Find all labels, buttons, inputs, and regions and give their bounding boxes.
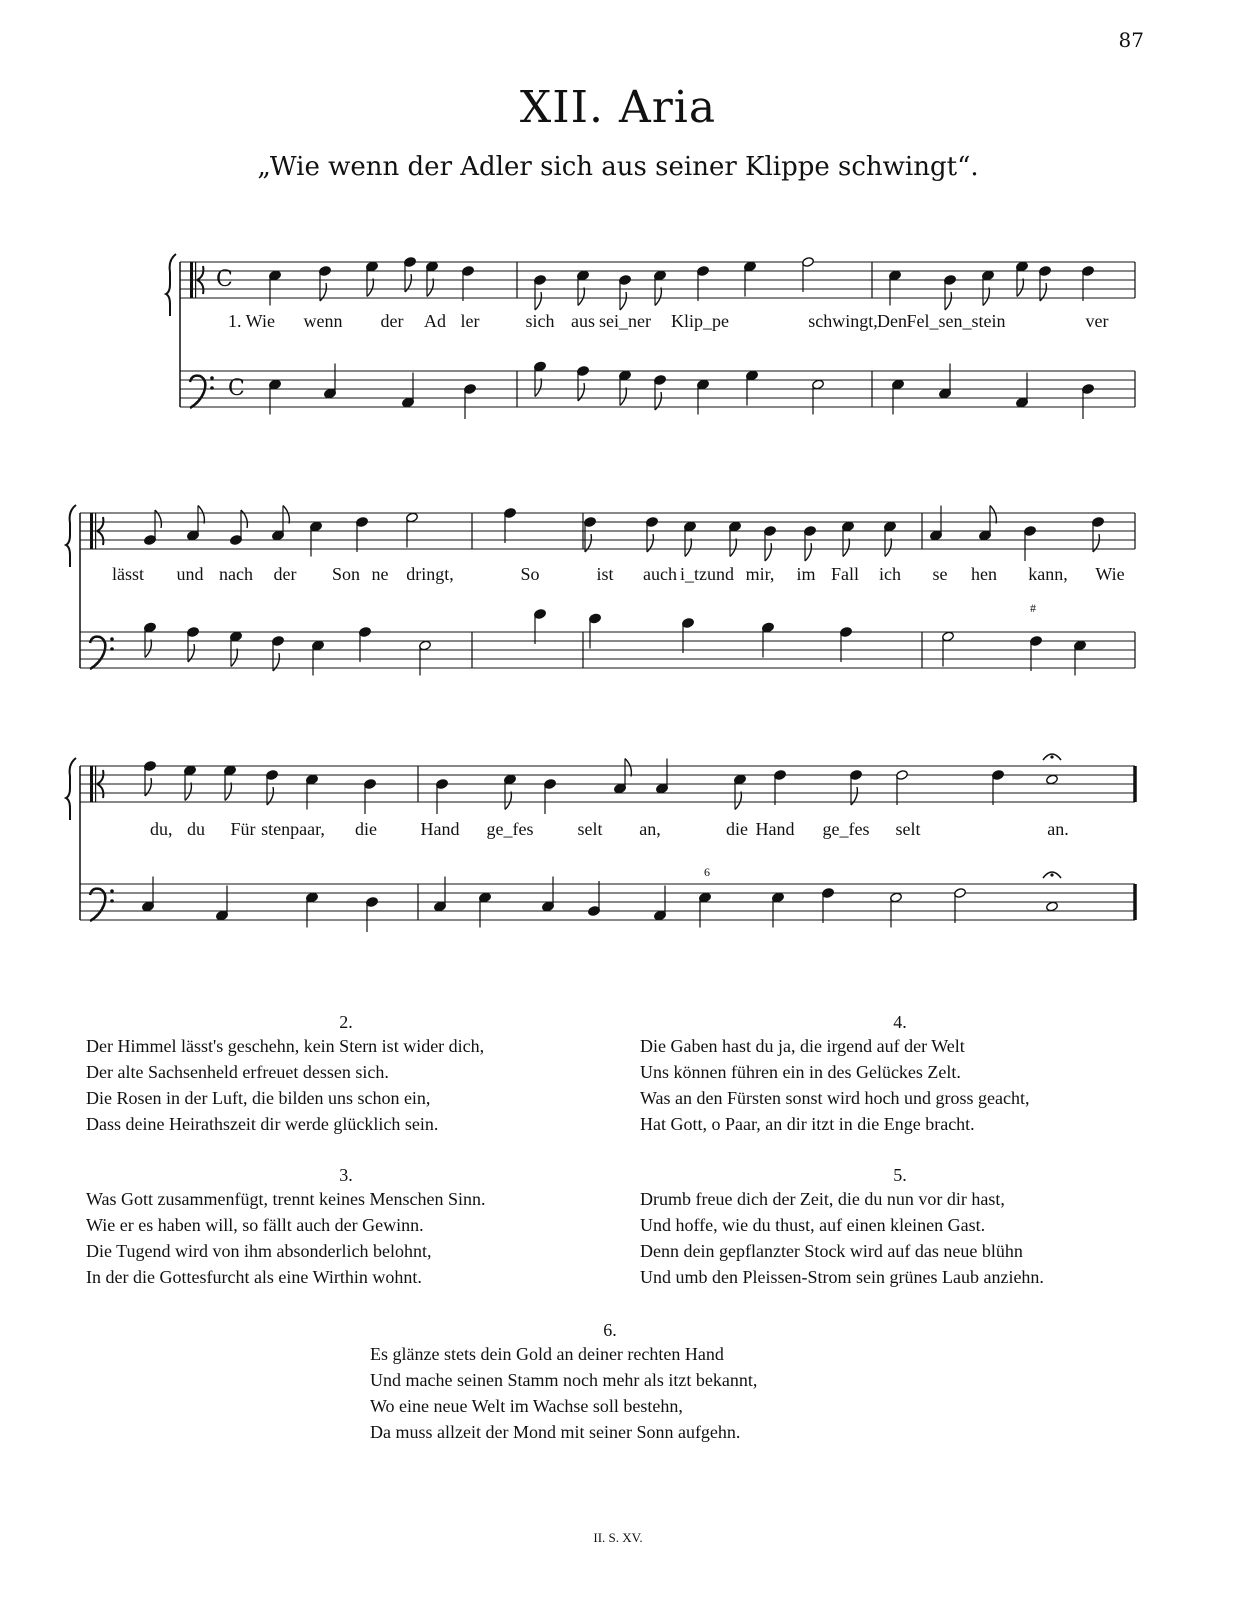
lyric-syllable: ich — [879, 564, 901, 584]
verse-number: 2. — [339, 1012, 353, 1032]
fermata-dot — [1050, 755, 1053, 758]
aria-subtitle: „Wie wenn der Adler sich aus seiner Klippe schwingt“. — [257, 152, 979, 182]
lyric-syllable: Hand — [420, 819, 460, 839]
page-footer-signature: II. S. XV. — [593, 1530, 643, 1545]
lyric-syllable: an, — [639, 819, 661, 839]
lyric-syllable: selt — [895, 819, 921, 839]
verse-line: Und umb den Pleissen-Strom sein grünes Laub anziehn. — [640, 1267, 1044, 1287]
lyric-syllable: Wie — [1095, 564, 1125, 584]
lyric-syllable: 1. Wie — [228, 311, 275, 331]
bass-note — [1046, 901, 1059, 912]
lyric-syllable: Den — [877, 311, 907, 331]
f-clef-dot — [110, 647, 114, 651]
lyric-syllable: se — [932, 564, 948, 584]
lyric-syllable: der — [273, 564, 297, 584]
system-brace — [166, 254, 176, 316]
c-clef — [95, 766, 96, 802]
note-flag — [620, 388, 626, 406]
note-flag — [185, 783, 191, 801]
c-clef — [95, 513, 96, 549]
lyric-syllable: Fel_sen_stein — [906, 311, 1006, 331]
time-signature: C — [216, 267, 233, 292]
note-flag — [1017, 279, 1023, 297]
verse-line: In der die Gottesfurcht als eine Wirthin wohnt. — [86, 1267, 422, 1287]
note-flag — [685, 539, 691, 557]
lyric-syllable: ge_fes — [822, 819, 870, 839]
lyric-syllable: Klip_pe — [671, 311, 729, 331]
page-number: 87 — [1118, 28, 1144, 52]
lyric-syllable: die — [726, 819, 748, 839]
lyric-syllable: ver — [1085, 311, 1109, 331]
lyric-syllable: Ad — [424, 311, 446, 331]
lyric-syllable: selt — [577, 819, 603, 839]
lyric-syllable: du — [187, 819, 205, 839]
verse-line: Der alte Sachsenheld erfreuet dessen sich. — [86, 1062, 389, 1082]
note-flag — [625, 759, 631, 777]
verse-line: Die Gaben hast du ja, die irgend auf der Welt — [640, 1036, 965, 1056]
note-flag — [945, 292, 951, 310]
figured-bass-sharp: # — [1030, 601, 1036, 615]
c-clef — [195, 262, 196, 298]
lyric-syllable: nach — [219, 564, 253, 584]
verse-number: 4. — [893, 1012, 907, 1032]
lyric-syllable: die — [355, 819, 377, 839]
note-flag — [283, 506, 289, 524]
lyric-syllable: der — [380, 311, 404, 331]
lyric-syllable: Son — [331, 564, 361, 584]
verse-line: Der Himmel lässt's geschehn, kein Stern ist wider dich, — [86, 1036, 485, 1056]
verse-6 — [370, 1320, 870, 1445]
verse-line: Die Tugend wird von ihm absonderlich belohnt, — [86, 1241, 432, 1261]
f-clef-dot — [210, 386, 214, 390]
f-clef-dot — [110, 889, 114, 893]
aria-title: XII. Aria — [519, 82, 717, 133]
lyric-syllable: i_tzund — [680, 564, 734, 584]
figured-bass-six: 6 — [704, 865, 710, 879]
verse-line: Und mache seinen Stamm noch mehr als itzt bekannt, — [370, 1370, 758, 1390]
note-flag — [225, 783, 231, 801]
lyric-syllable: aus — [571, 311, 595, 331]
note-flag — [198, 506, 204, 524]
melody-note — [1046, 774, 1059, 785]
note-flag — [231, 649, 237, 667]
verse-number: 3. — [339, 1165, 353, 1185]
lyric-syllable: an. — [1047, 819, 1069, 839]
note-flag — [765, 543, 771, 561]
verse-2 — [86, 1012, 606, 1137]
lyric-syllable: mir, — [745, 564, 775, 584]
time-signature: C — [228, 376, 245, 401]
lyric-syllable: du, — [150, 819, 173, 839]
lyric-syllable: ne — [371, 564, 389, 584]
lyric-syllable: dringt, — [406, 564, 454, 584]
note-flag — [535, 379, 541, 397]
verse-line: Und hoffe, wie du thust, auf einen kleinen Gast. — [640, 1215, 986, 1235]
note-flag — [535, 292, 541, 310]
verse-number: 6. — [603, 1320, 617, 1340]
lyric-syllable: So — [520, 564, 540, 584]
verse-3 — [86, 1165, 606, 1290]
c-clef — [90, 513, 93, 549]
note-flag — [578, 288, 584, 306]
note-flag — [885, 539, 891, 557]
note-flag — [145, 640, 151, 658]
note-flag — [367, 279, 373, 297]
lyric-syllable: ist — [596, 564, 614, 584]
verse-line: Da muss allzeit der Mond mit seiner Sonn aufgehn. — [370, 1422, 741, 1442]
verse-line: Wie er es haben will, so fällt auch der Gewinn. — [86, 1215, 424, 1235]
verse-line: Die Rosen in der Luft, die bilden uns schon ein, — [86, 1088, 431, 1108]
verse-4 — [640, 1012, 1160, 1137]
f-clef-dot — [110, 899, 114, 903]
lyric-syllable: ge_fes — [486, 819, 534, 839]
lyric-syllable: lässt — [112, 564, 145, 584]
note-flag — [730, 539, 736, 557]
note-flag — [805, 543, 811, 561]
verse-line: Drumb freue dich der Zeit, die du nun vor dir hast, — [640, 1189, 1005, 1209]
system-brace — [66, 505, 76, 567]
verse-line: Was Gott zusammenfügt, trennt keines Menschen Sinn. — [86, 1189, 486, 1209]
verse-number: 5. — [893, 1165, 907, 1185]
lyric-syllable: kann, — [1028, 564, 1068, 584]
lyric-syllable: sei_ner — [599, 311, 651, 331]
verse-line: Hat Gott, o Paar, an dir itzt in die Enge bracht. — [640, 1114, 975, 1134]
verse-line: Es glänze stets dein Gold an deiner rechten Hand — [370, 1344, 724, 1364]
lyric-syllable: sich — [525, 311, 555, 331]
system-brace — [66, 758, 76, 820]
lyric-syllable: stenpaar, — [261, 819, 325, 839]
note-flag — [735, 792, 741, 810]
note-flag — [983, 288, 989, 306]
verse-line: Was an den Fürsten sonst wird hoch und gross geacht, — [640, 1088, 1030, 1108]
lyric-syllable: wenn — [303, 311, 343, 331]
verse-5 — [640, 1165, 1160, 1290]
lyric-syllable: und — [176, 564, 204, 584]
verse-line: Dass deine Heirathszeit dir werde glücklich sein. — [86, 1114, 439, 1134]
fermata-dot — [1050, 873, 1053, 876]
note-flag — [655, 288, 661, 306]
lyric-syllable: Hand — [755, 819, 795, 839]
verse-line: Wo eine neue Welt im Wachse soll bestehn, — [370, 1396, 683, 1416]
note-flag — [843, 539, 849, 557]
lyric-syllable: ler — [460, 311, 480, 331]
lyric-syllable: hen — [971, 564, 997, 584]
lyric-syllable: im — [796, 564, 816, 584]
note-flag — [505, 792, 511, 810]
lyric-syllable: Fall — [830, 564, 860, 584]
f-clef-dot — [210, 376, 214, 380]
c-clef — [90, 766, 93, 802]
note-flag — [620, 292, 626, 310]
lyric-syllable: Für — [230, 819, 256, 839]
verse-line: Denn dein gepflanzter Stock wird auf das neue blühn — [640, 1241, 1023, 1261]
note-flag — [990, 506, 996, 524]
note-flag — [427, 279, 433, 297]
f-clef-dot — [110, 637, 114, 641]
lyric-syllable: schwingt, — [808, 311, 878, 331]
c-clef — [190, 262, 193, 298]
verse-line: Uns können führen ein in des Gelückes Zelt. — [640, 1062, 961, 1082]
lyric-syllable: auch — [643, 564, 677, 584]
